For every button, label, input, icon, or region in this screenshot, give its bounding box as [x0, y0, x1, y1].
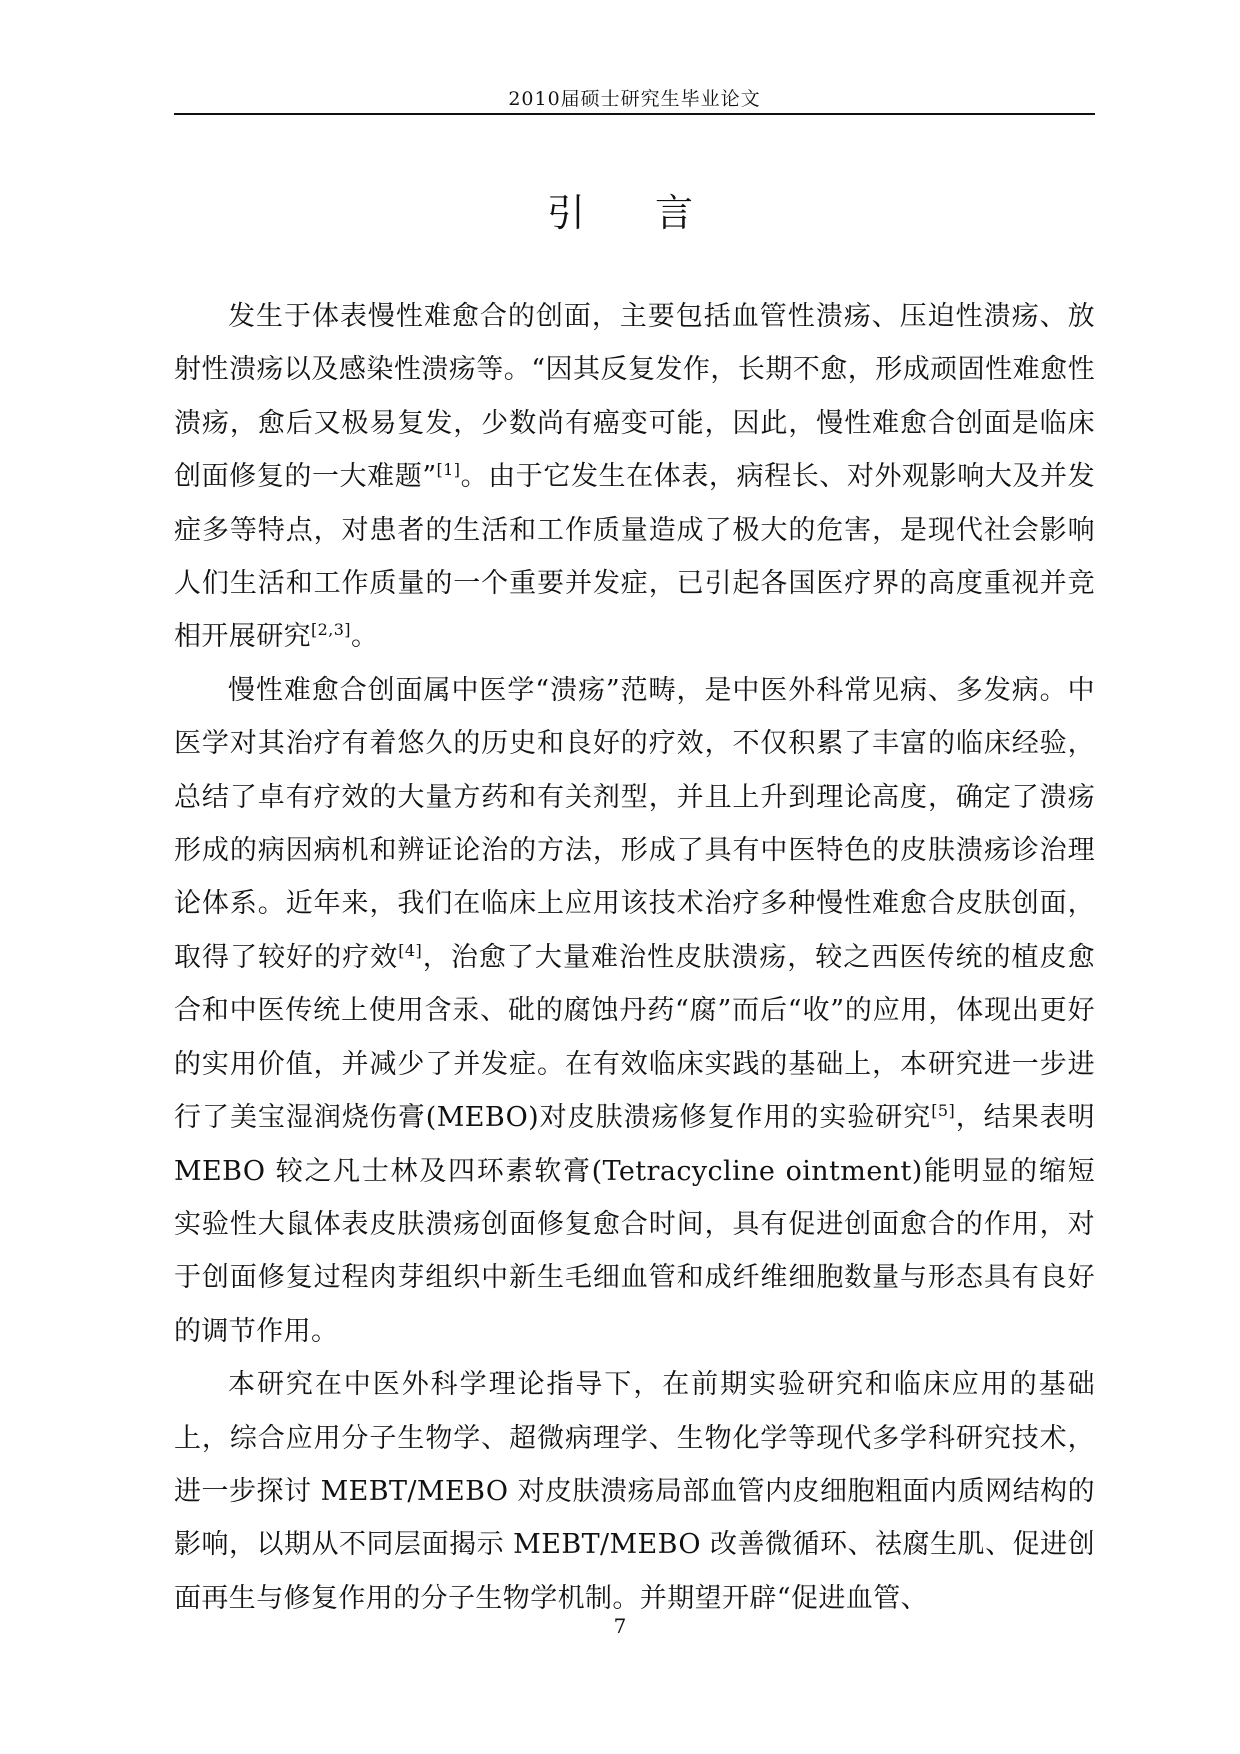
paragraph-1	[174, 290, 1095, 664]
page-number: 7	[613, 1614, 627, 1638]
paragraph-text: 。	[350, 621, 379, 653]
paragraph-text: 慢性难愈合创面属中医学“溃疡”范畴，是中医外科常见病、多发病。中医学对其治疗有着悠久的历史和良好的疗效，不仅积累了丰富的临床经验，总结了卓有疗效的大量方药和有关剂型，并且上升到理论高度，确定了溃疡形成的病因病机和辨证论治的方法，形成了具有中医特色的皮肤溃疡诊治理论体系。近年来，我们在临床上应用该技术治疗多种慢性难愈合皮肤创面，取得了较好的疗效	[174, 674, 1095, 973]
paragraph-text: 发生于体表慢性难愈合的创面，主要包括血管性溃疡、压迫性溃疡、放射性溃疡以及感染性溃疡等。“因其反复发作，长期不愈，形成顽固性难愈性溃疡，愈后又极易复发，少数尚有癌变可能，因此，慢性难愈合创面是临床创面修复的一大难题”	[174, 301, 1095, 493]
citation-ref: [1]	[436, 460, 461, 480]
paragraph-text: ，治愈了大量难治性皮肤溃疡，较之西医传统的植皮愈合和中医传统上使用含汞、砒的腐蚀丹药“腐”而后“收”的应用，体现出更好的实用价值，并减少了并发症。在有效临床实践的基础上，本研究进一步进行了美宝湿润烧伤膏(MEBO)对皮肤溃疡修复作用的实验研究	[174, 941, 1095, 1134]
body-text	[174, 290, 1095, 1625]
paragraph-2	[174, 664, 1095, 1358]
paragraph-text: ，结果表明 MEBO 较之凡士林及四环素软膏(Tetracycline ointment)能明显的缩短实验性大鼠体表皮肤溃疡创面修复愈合时间，具有促进创面愈合的作用，对于创面修复过程肉芽组织中新生毛细血管和成纤维细胞数量与形态具有良好的调节作用。	[174, 1102, 1096, 1347]
paragraph-text: 。由于它发生在体表，病程长、对外观影响大及并发症多等特点，对患者的生活和工作质量造成了极大的危害，是现代社会影响人们生活和工作质量的一个重要并发症，已引起各国医疗界的高度重视并竞相开展研究	[174, 461, 1095, 653]
header-rule	[174, 113, 1095, 115]
running-header: 2010届硕士研究生毕业论文	[508, 88, 761, 110]
citation-ref: [2,3]	[311, 620, 351, 640]
citation-ref: [4]	[398, 940, 423, 960]
citation-ref: [5]	[931, 1101, 956, 1121]
chapter-title: 引言	[546, 191, 763, 235]
paragraph-text: 本研究在中医外科学理论指导下，在前期实验研究和临床应用的基础上，综合应用分子生物学、超微病理学、生物化学等现代多学科研究技术，进一步探讨 MEBT/MEBO 对皮肤溃疡局部血管内皮细胞粗面内质网结构的影响，以期从不同层面揭示 MEBT/MEBO 改善微循环、祛腐生肌、促进创面再生与修复作用的分子生物学机制。并期望开辟“促进血管、	[174, 1369, 1095, 1614]
paragraph-3	[174, 1358, 1095, 1625]
